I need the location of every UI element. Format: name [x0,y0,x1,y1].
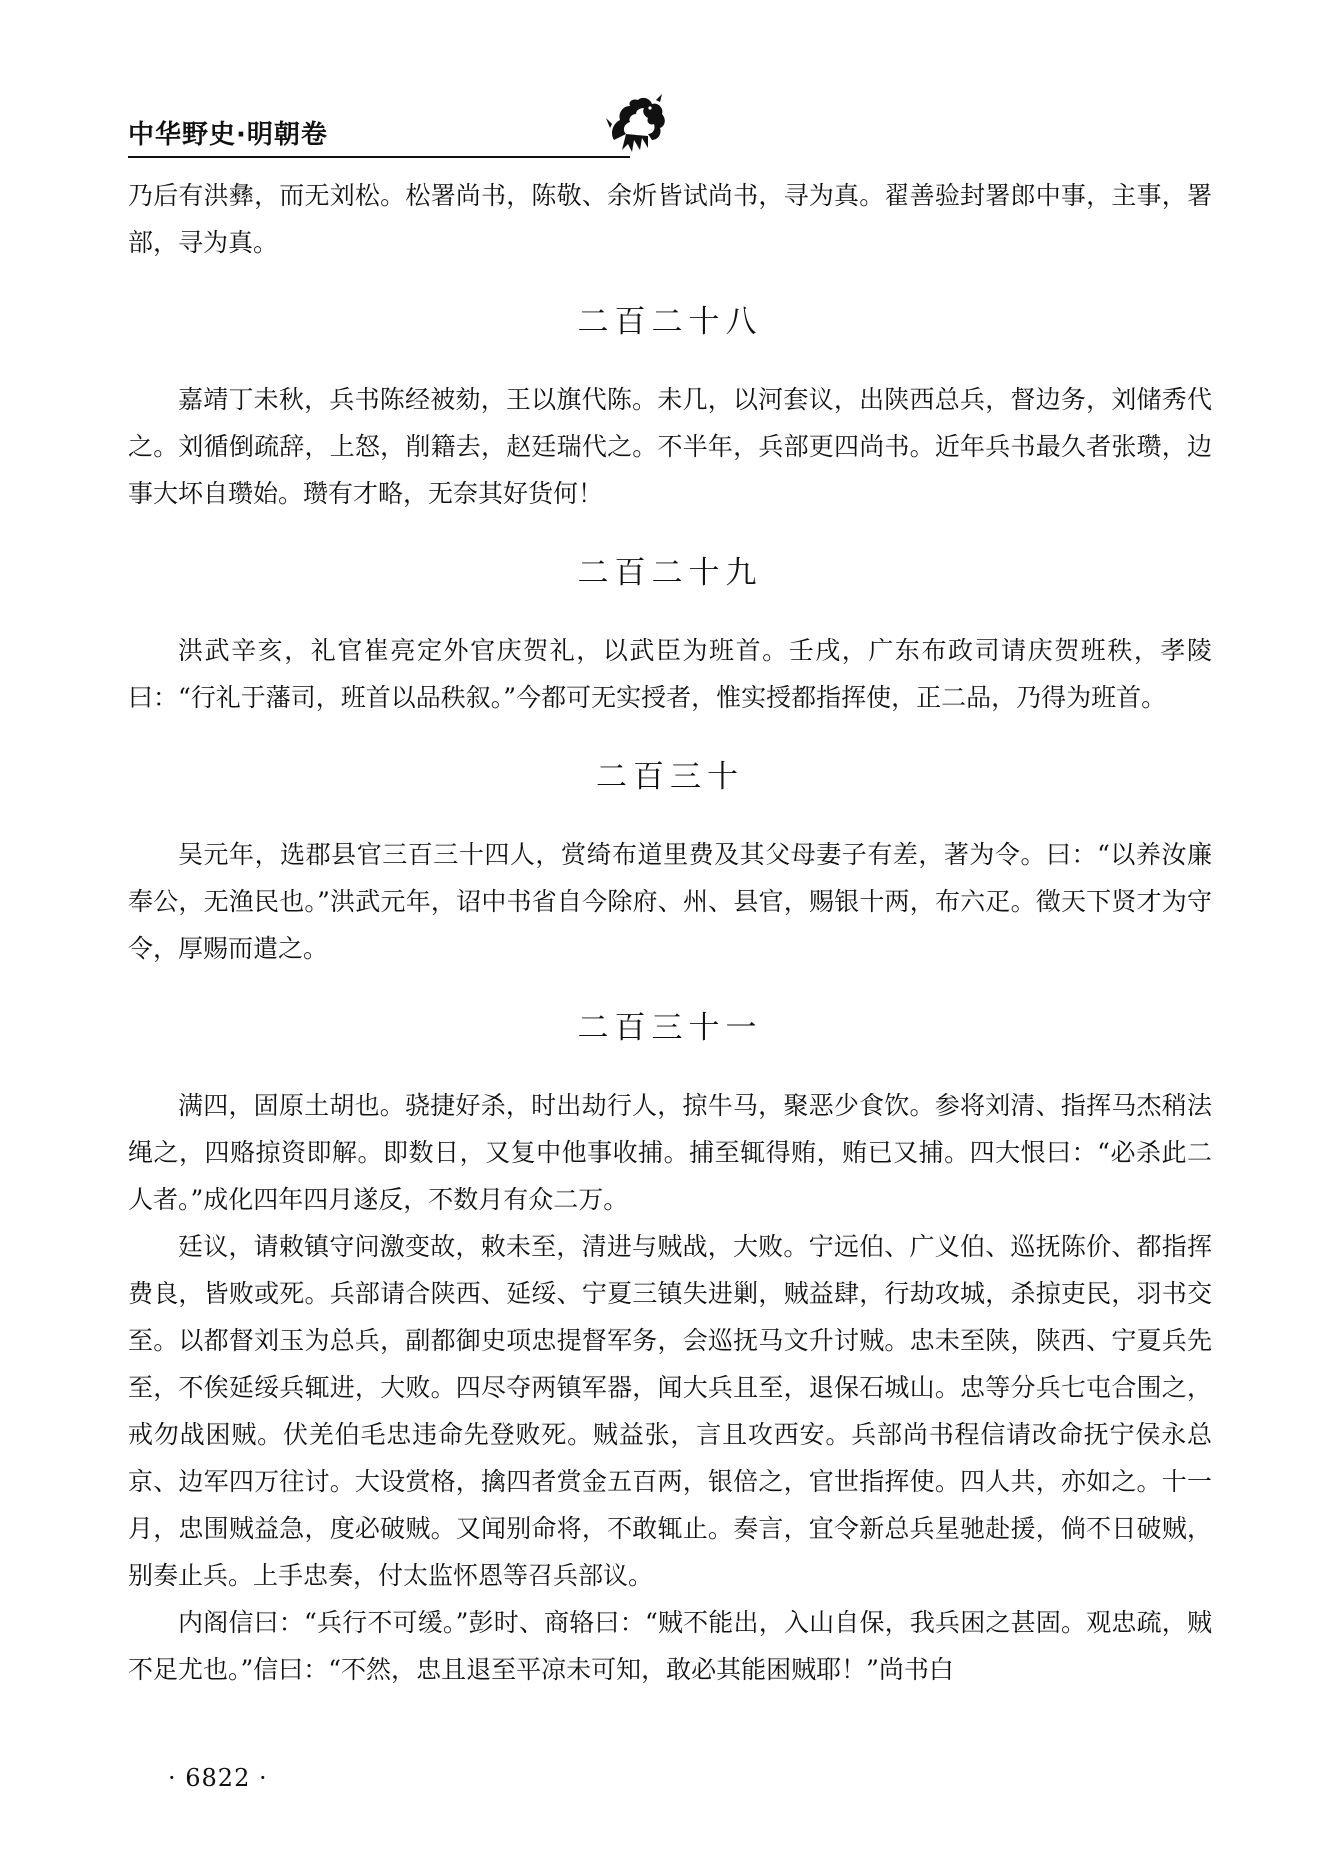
section-title: 二百二十九 [577,555,763,591]
paragraph: 嘉靖丁未秋，兵书陈经被劾，王以旗代陈。未几，以河套议，出陕西总兵，督边务，刘储秀代之。刘循倒疏辞，上怒，削籍去，赵廷瑞代之。不半年，兵部更四尚书。近年兵书最久者张瓒，边事大坏自瓒始。瓒有才略，无奈其好货何！ [128,385,1212,508]
book-title: 中华野史·明朝卷 [128,120,328,150]
section-title: 二百三十一 [577,1010,763,1046]
paragraph: 满四，固原土胡也。骁捷好杀，时出劫行人，掠牛马，聚恶少食饮。参将刘清、指挥马杰稍法绳之，四赂掠资即解。即数日，又复中他事收捕。捕至辄得贿，贿已又捕。四大恨曰：“必杀此二人者。”成化四年四月遂反，不数月有众二万。 [128,1091,1212,1214]
section-229 [128,545,1212,721]
page-body [128,172,1212,1693]
running-header [128,92,1212,152]
section-title: 二百二十八 [577,304,763,340]
paragraph: 洪武辛亥，礼官崔亮定外官庆贺礼，以武臣为班首。壬戌，广东布政司请庆贺班秩，孝陵曰：“行礼于藩司，班首以品秩叙。”今都可无实授者，惟实授都指挥使，正二品，乃得为班首。 [128,636,1212,712]
header-rule [128,156,630,158]
section-231 [128,1000,1212,1693]
section-title: 二百三十 [596,759,744,795]
dragon-emblem-icon [606,94,670,154]
paragraph: 吴元年，选郡县官三百三十四人，赏绮布道里费及其父母妻子有差，著为令。曰：“以养汝廉奉公，无渔民也。”洪武元年，诏中书省自今除府、州、县官，赐银十两，布六疋。徵天下贤才为守令，厚赐而遣之。 [128,840,1212,963]
paragraph: 内阁信曰：“兵行不可缓。”彭时、商辂曰：“贼不能出，入山自保，我兵困之甚固。观忠疏，贼不足尤也。”信曰：“不然，忠且退至平凉未可知，敢必其能困贼耶！”尚书白 [128,1608,1212,1684]
paragraph: 廷议，请敕镇守问激变故，敕未至，清进与贼战，大败。宁远伯、广义伯、巡抚陈价、都指挥费良，皆败或死。兵部请合陕西、延绥、宁夏三镇失进剿，贼益肆，行劫攻城，杀掠吏民，羽书交至。以都督刘玉为总兵，副都御史项忠提督军务，会巡抚马文升讨贼。忠未至陕，陕西、宁夏兵先至，不俟延绥兵辄进，大败。四尽夺两镇军器，闻大兵且至，退保石城山。忠等分兵七屯合围之，戒勿战困贼。伏羌伯毛忠违命先登败死。贼益张，言且攻西安。兵部尚书程信请改命抚宁侯永总京、边军四万往讨。大设赏格，擒四者赏金五百两，银倍之，官世指挥使。四人共，亦如之。十一月，忠围贼益急，度必破贼。又闻别命将，不敢辄止。奏言，宜令新总兵星驰赴援，倘不日破贼，别奏止兵。上手忠奏，付太监怀恩等召兵部议。 [128,1232,1212,1590]
section-228 [128,294,1212,517]
page-number: · 6822 · [168,1764,268,1792]
intro-paragraph: 乃后有洪彝，而无刘松。松署尚书，陈敬、余炘皆试尚书，寻为真。翟善验封署郎中事，主事，署部，寻为真。 [128,181,1212,257]
section-230 [128,749,1212,972]
